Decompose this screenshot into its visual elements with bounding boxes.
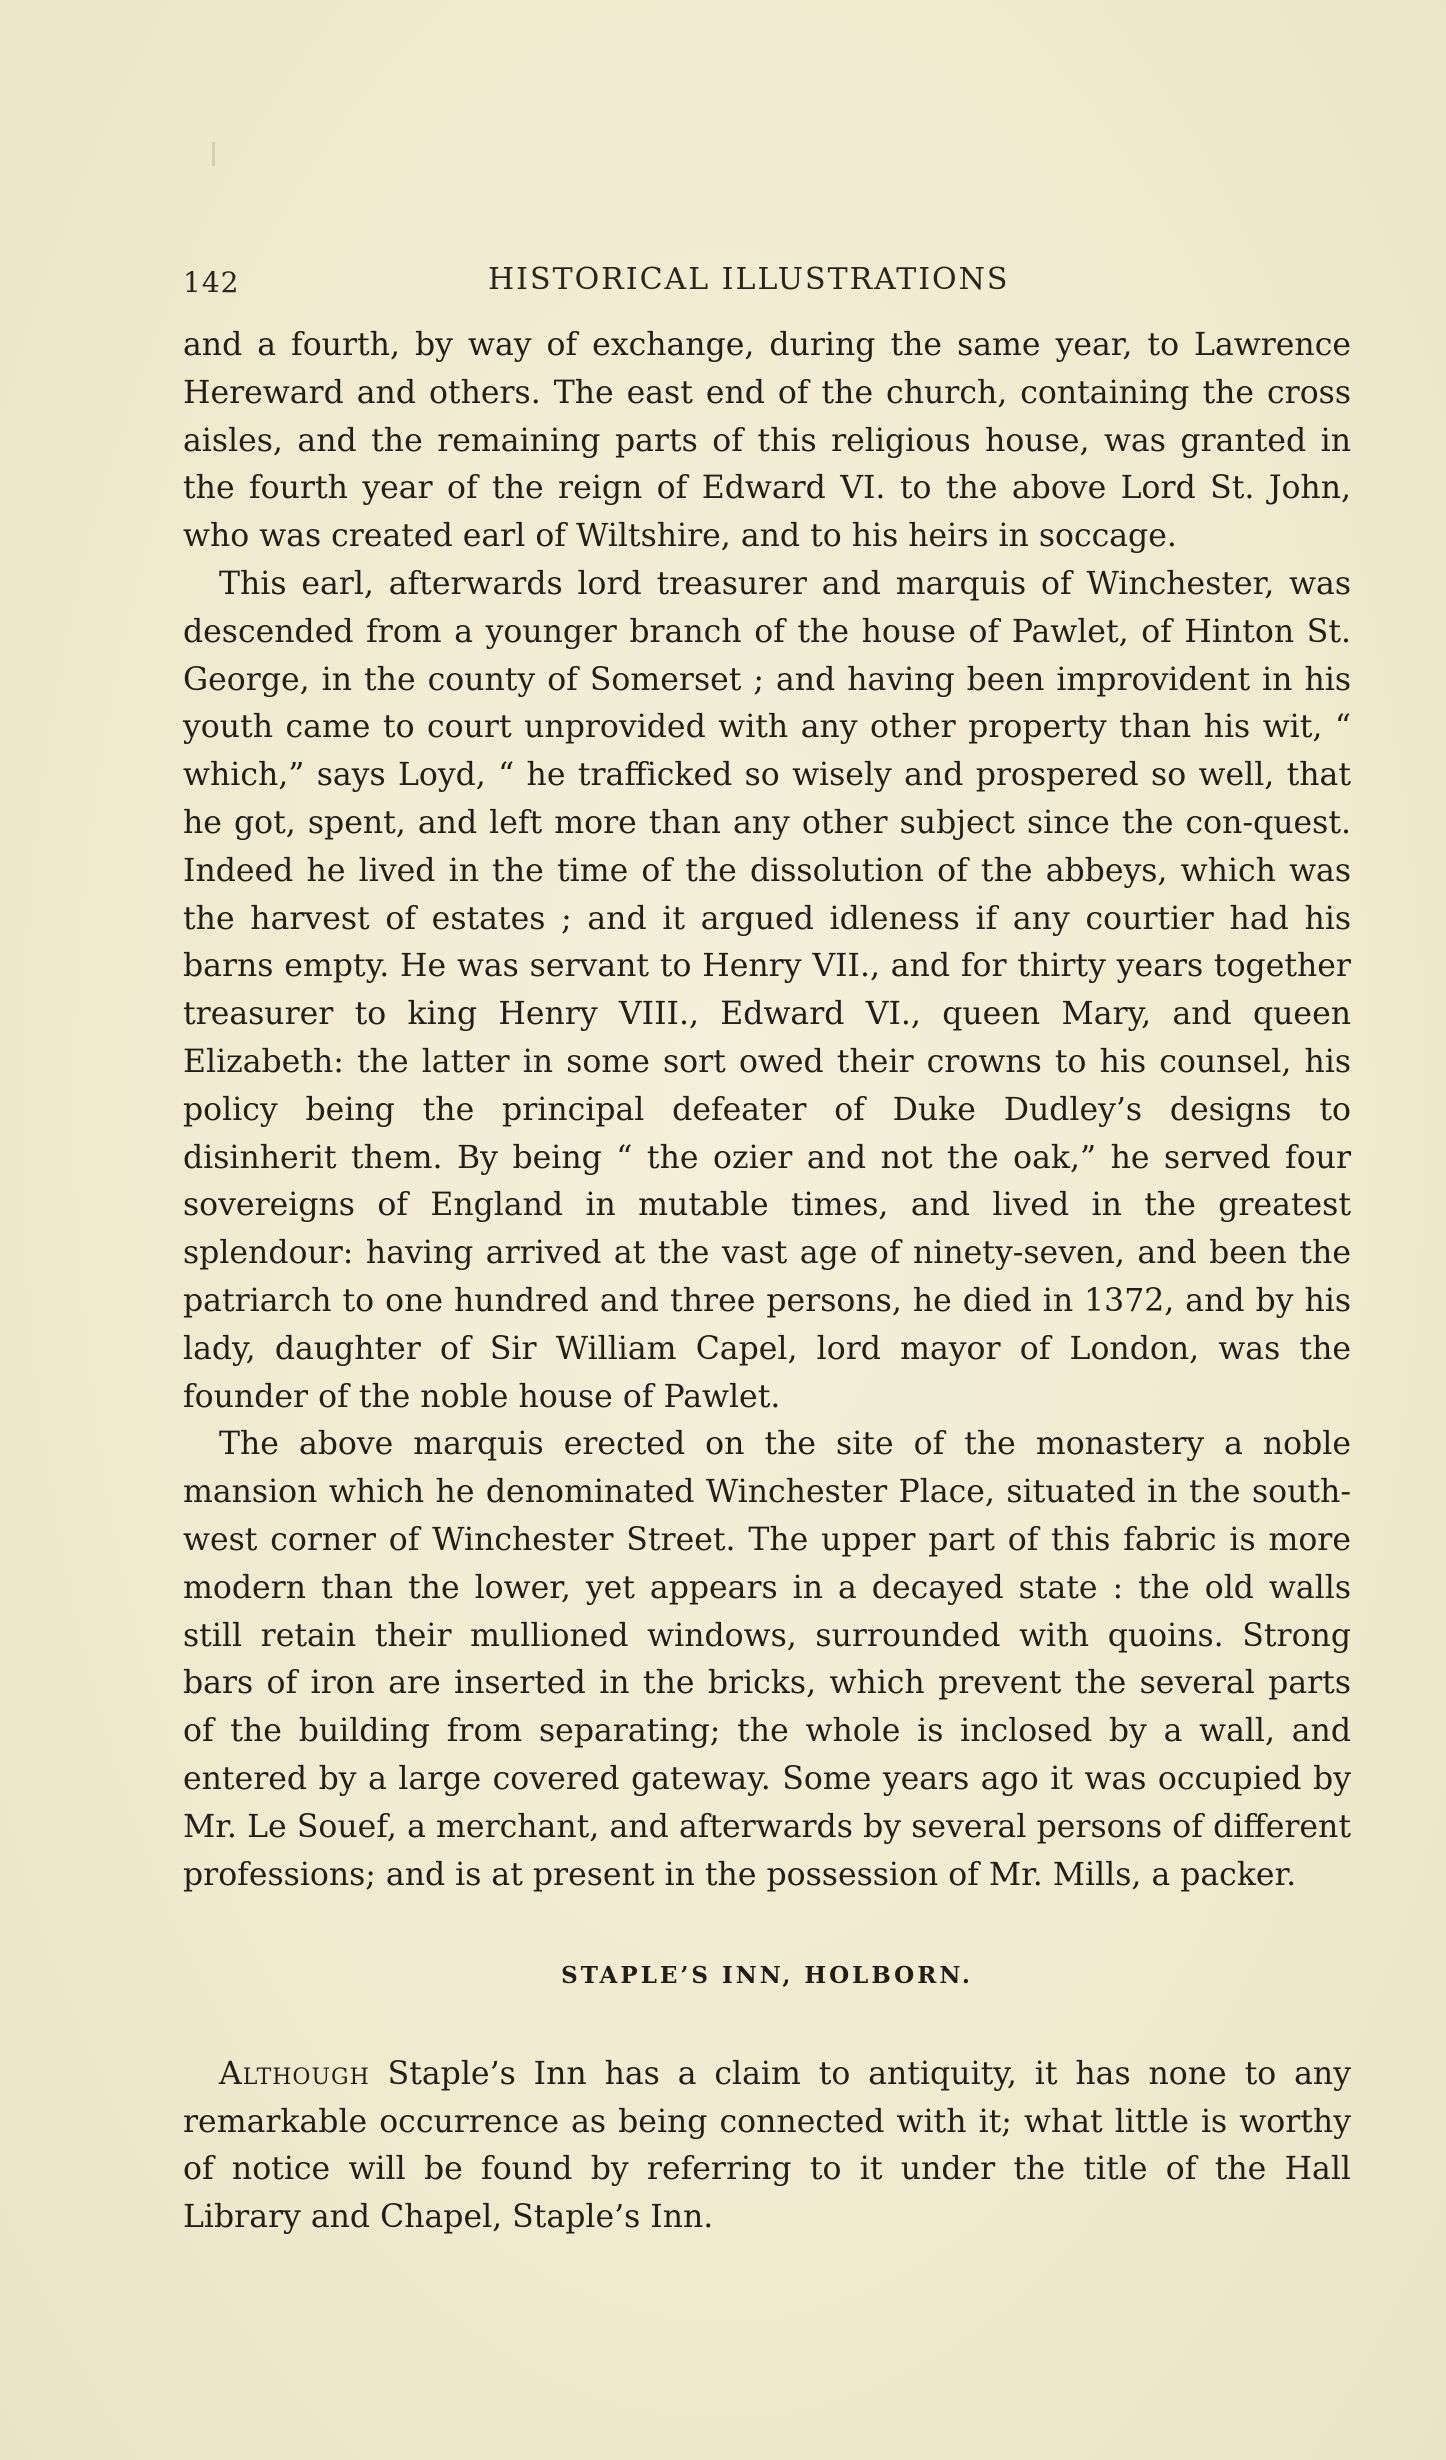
section-heading: STAPLE’S INN, HOLBORN.	[561, 1962, 973, 1989]
paragraph-winchester-place: The above marquis erected on the site of the monastery a noble mansion which he denominated Winchester Place, situated in the south-west corner of Winchester Street. The upper part of this fabric is more modern than the lower, yet appears in a decayed state : the old walls still retain their mullioned windows, surrounded with quoins. Strong bars of iron are inserted in the bricks, which prevent the several parts of the building from separating; the whole is inclosed by a wall, and entered by a large covered gateway. Some years ago it was occupied by Mr. Le Souef, a merchant, and afterwards by several persons of different professions; and is at present in the possession of Mr. Mills, a packer.	[183, 1426, 1351, 1893]
running-head	[183, 262, 1351, 302]
lead-word: Although	[219, 2056, 370, 2092]
section-text	[183, 2051, 1351, 2241]
paragraph-staples-inn	[183, 2051, 1351, 2241]
margin-mark	[212, 142, 215, 166]
main-text	[183, 322, 1351, 1899]
page-number: 142	[183, 266, 240, 299]
paragraph-continuation: and a fourth, by way of exchange, during the same year, to Lawrence Hereward and others. The east end of the church, containing the cross aisles, and the remaining parts of this religious house, was granted in the fourth year of the reign of Edward VI. to the above Lord St. John, who was created earl of Wiltshire, and to his heirs in soccage.	[183, 327, 1351, 555]
paragraph-earl-of-wiltshire: This earl, afterwards lord treasurer and marquis of Winchester, was descended from a younger branch of the house of Pawlet, of Hinton St. George, in the county of Somerset ; and having been improvident in his youth came to court unprovided with any other property than his wit, “ which,” says Loyd, “ he trafficked so wisely and prospered so well, that he got, spent, and left more than any other subject since the con-quest. Indeed he lived in the time of the dissolution of the abbeys, which was the harvest of estates ; and it argued idleness if any courtier had his barns empty. He was servant to Henry VII., and for thirty years together treasurer to king Henry VIII., Edward VI., queen Mary, and queen Elizabeth: the latter in some sort owed their crowns to his counsel, his policy being the principal defeater of Duke Dudley’s designs to disinherit them. By being “ the ozier and not the oak,” he served four sovereigns of England in mutable times, and lived in the greatest splendour: having arrived at the vast age of ninety-seven, and been the patriarch to one hundred and three persons, he died in 1372, and by his lady, daughter of Sir William Capel, lord mayor of London, was the founder of the noble house of Pawlet.	[183, 565, 1351, 1415]
running-head-title: HISTORICAL ILLUSTRATIONS	[488, 262, 1010, 297]
paragraph-staples-inn-text: Staple’s Inn has a claim to antiquity, it has none to any remarkable occurrence as being connected with it; what little is worthy of notice will be found by referring to it under the title of the Hall Library and Chapel, Staple’s Inn.	[183, 2056, 1351, 2235]
